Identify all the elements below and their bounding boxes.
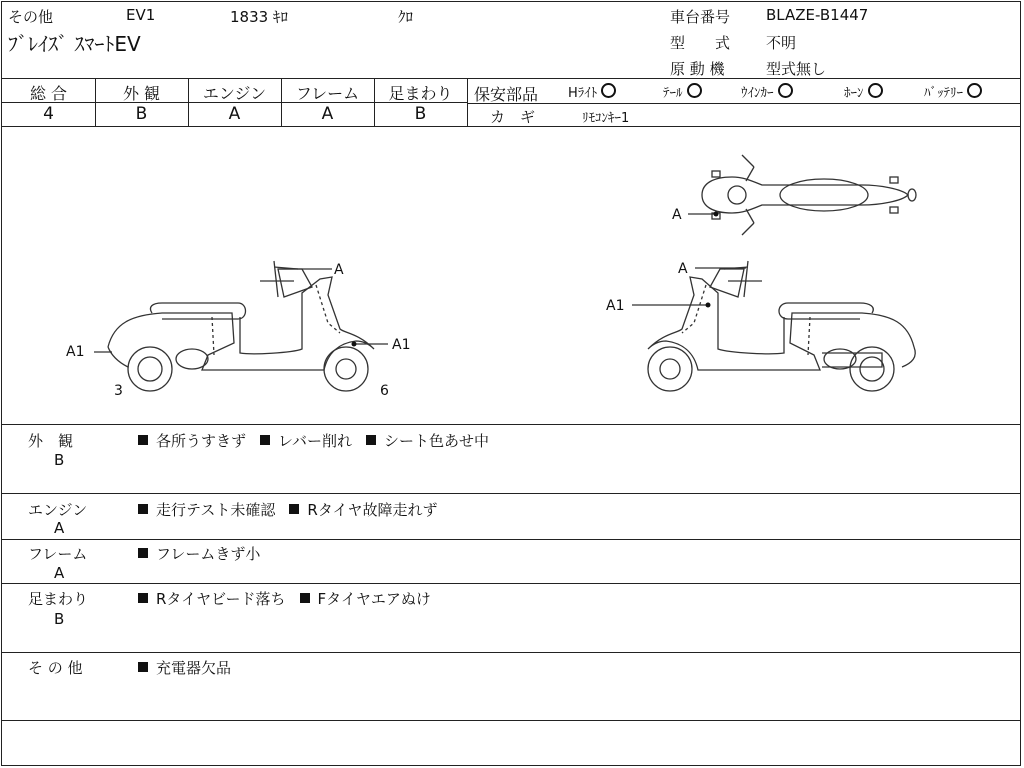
safety-item-tail-label: ﾃｰﾙ xyxy=(663,86,683,101)
left-label-num-front: 6 xyxy=(380,383,389,399)
safety-item-headlight-label: Hﾗｲﾄ xyxy=(568,86,598,101)
note-label-exterior: 外 観 xyxy=(28,432,74,450)
note-label-frame: フレーム xyxy=(28,545,88,563)
scooter-top-view xyxy=(702,155,916,235)
circle-mark-icon xyxy=(601,83,616,98)
inspection-sheet xyxy=(1,1,1021,766)
grade-label-suspension: 足まわり xyxy=(388,84,453,103)
top-label-a: A xyxy=(672,207,682,223)
grade-value-frame: A xyxy=(321,104,334,124)
left-label-num-rear: 3 xyxy=(114,383,123,399)
key-label: カ ギ xyxy=(490,108,536,126)
safety-item-horn xyxy=(844,82,883,101)
note-items-other: 充電器欠品 xyxy=(138,657,245,678)
note-items-suspension: Rタイヤビード落ち Fタイヤエアぬけ xyxy=(138,588,445,609)
note-items-engine: 走行テスト未確認 Rタイヤ故障走れず xyxy=(138,499,452,520)
note-grade-frame: A xyxy=(54,564,65,582)
note-label-engine: エンジン xyxy=(28,501,88,519)
safety-item-winker-label: ｳｲﾝｶｰ xyxy=(741,86,774,101)
grade-value-exterior: B xyxy=(135,104,148,124)
scooter-side-view-left xyxy=(108,261,374,391)
safety-item-horn-label: ﾎｰﾝ xyxy=(844,86,864,101)
note-grade-engine: A xyxy=(54,519,65,537)
engine-type-value: 型式無し xyxy=(766,60,827,78)
category: その他 xyxy=(8,8,54,26)
key-value: ﾘﾓｺﾝｷｰ1 xyxy=(582,111,630,126)
grade-label-frame: フレーム xyxy=(295,84,360,103)
note-grade-suspension: B xyxy=(54,610,65,628)
circle-mark-icon xyxy=(778,83,793,98)
note-items-frame: フレームきず小 xyxy=(138,543,274,564)
right-label-a1: A1 xyxy=(606,298,625,314)
left-label-a: A xyxy=(334,262,344,278)
left-label-a1-front: A1 xyxy=(392,337,411,353)
circle-mark-icon xyxy=(967,83,982,98)
note-grade-exterior: B xyxy=(54,451,65,469)
color: ｸﾛ xyxy=(398,8,414,26)
vehicle-name: ﾌﾞﾚｲｽﾞ ｽﾏｰﾄEV xyxy=(8,32,141,56)
circle-mark-icon xyxy=(687,83,702,98)
grade-label-overall: 総 合 xyxy=(29,84,68,103)
grade-value-overall: 4 xyxy=(43,104,54,124)
left-label-a1-rear: A1 xyxy=(66,344,85,360)
safety-item-battery-label: ﾊﾞｯﾃﾘｰ xyxy=(924,86,963,101)
model-type-label: 型 式 xyxy=(670,34,731,52)
safety-item-headlight xyxy=(568,82,616,101)
model-type-value: 不明 xyxy=(766,34,797,52)
grade-label-exterior: 外 観 xyxy=(122,84,161,103)
model-code: EV1 xyxy=(126,6,156,24)
scooter-side-view-right xyxy=(648,261,915,391)
note-label-other: そ の 他 xyxy=(28,659,83,677)
safety-item-battery xyxy=(924,82,982,101)
frame-number-value: BLAZE-B1447 xyxy=(766,6,869,24)
grade-value-engine: A xyxy=(228,104,241,124)
safety-item-tail xyxy=(663,82,702,101)
engine-type-label: 原 動 機 xyxy=(670,60,725,78)
safety-parts-label: 保安部品 xyxy=(474,85,539,104)
safety-item-winker xyxy=(741,82,793,101)
grade-value-suspension: B xyxy=(414,104,427,124)
grade-label-engine: エンジン xyxy=(202,84,267,103)
scooter-diagram xyxy=(2,127,1020,425)
note-label-suspension: 足まわり xyxy=(28,590,89,608)
mileage: 1833 ｷﾛ xyxy=(230,8,288,26)
note-items-exterior: 各所うすきず レバー削れ シート色あせ中 xyxy=(138,430,503,451)
right-label-a: A xyxy=(678,261,688,277)
frame-number-label: 車台番号 xyxy=(670,8,731,26)
circle-mark-icon xyxy=(868,83,883,98)
